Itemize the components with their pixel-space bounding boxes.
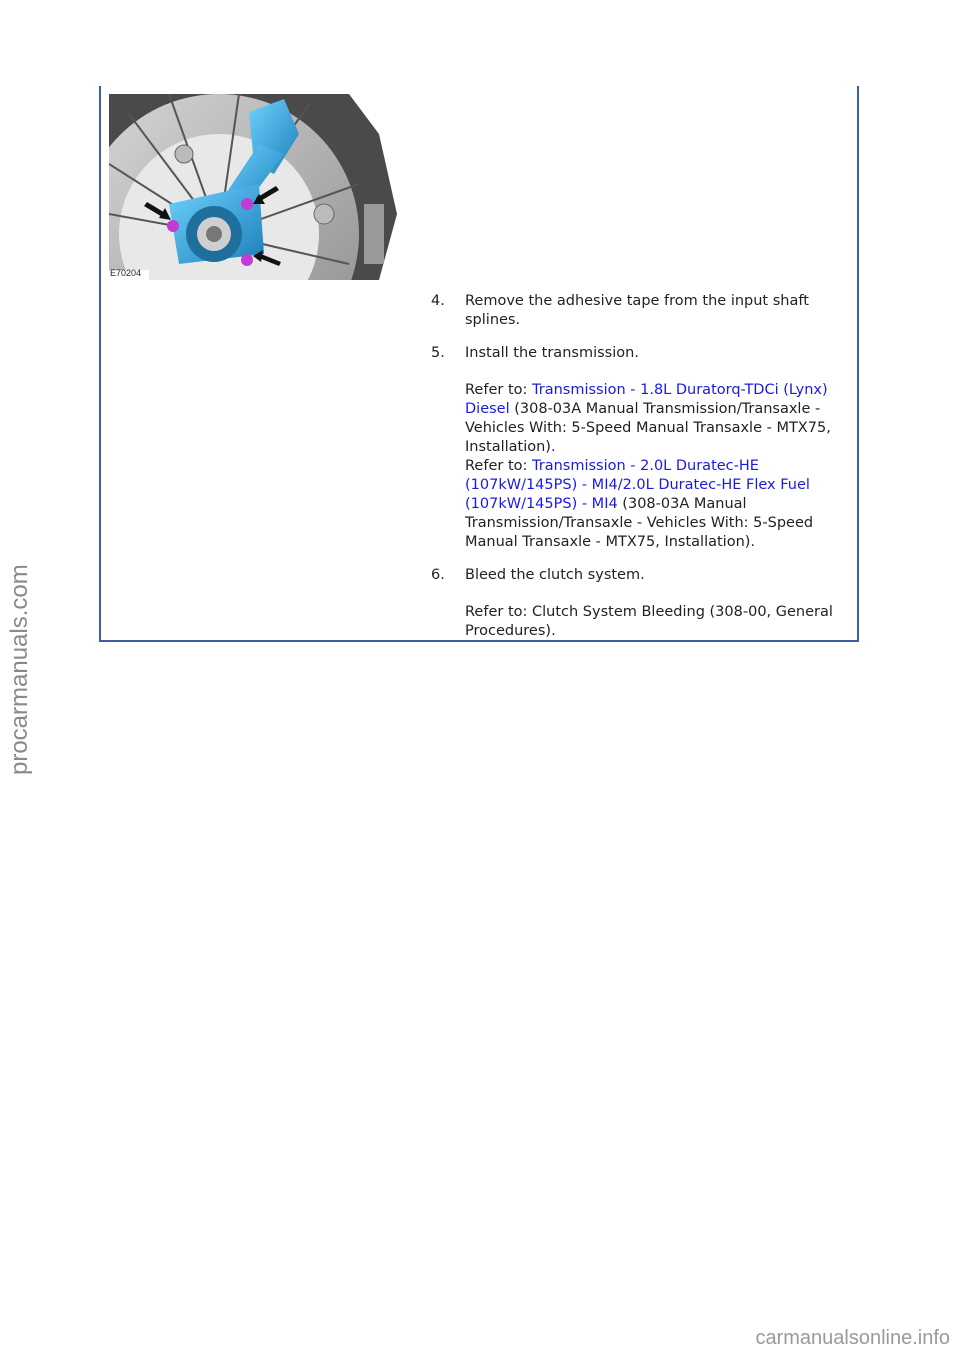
transmission-figure (109, 94, 397, 280)
refer-suffix: (308-03A Manual Transmission/Transaxle - Vehicles With: 5-Speed Manual Transaxle - MTX75, Installation). (465, 496, 814, 550)
step-number: 6. (431, 567, 445, 583)
figure-label: E70204 (110, 268, 142, 278)
reference-2 (465, 457, 851, 552)
reference-3: Refer to: Clutch System Bleeding (308-00, General Procedures). (465, 604, 833, 639)
procedure-steps (431, 292, 851, 655)
side-watermark: procarmanuals.com (6, 564, 33, 775)
step-number: 5. (431, 345, 445, 361)
step-5 (431, 344, 851, 552)
transmission-1-8l-link[interactable]: Transmission - 1.8L Duratorq-TDCi (Lynx) Diesel (465, 382, 828, 417)
step-text: Bleed the clutch system. (465, 567, 645, 583)
bottom-watermark: carmanualsonline.info (755, 1327, 950, 1349)
step-number: 4. (431, 293, 445, 309)
procedure-panel (99, 86, 859, 642)
step-4 (431, 292, 851, 330)
refer-suffix: (308-03A Manual Transmission/Transaxle - Vehicles With: 5-Speed Manual Transaxle - MTX75, Installation). (465, 401, 831, 455)
refer-prefix: Refer to: (465, 458, 532, 474)
step-text: Install the transmission. (465, 345, 639, 361)
reference-1 (465, 381, 851, 457)
step-text: Remove the adhesive tape from the input shaft splines. (465, 293, 809, 328)
clutch-slave-cylinder-illustration (109, 94, 397, 280)
step-6 (431, 566, 851, 641)
transmission-2-0l-link[interactable]: Transmission - 2.0L Duratec-HE (107kW/145PS) - MI4/2.0L Duratec-HE Flex Fuel (107kW/145PS) - MI4 (465, 458, 810, 512)
refer-prefix: Refer to: (465, 382, 532, 398)
